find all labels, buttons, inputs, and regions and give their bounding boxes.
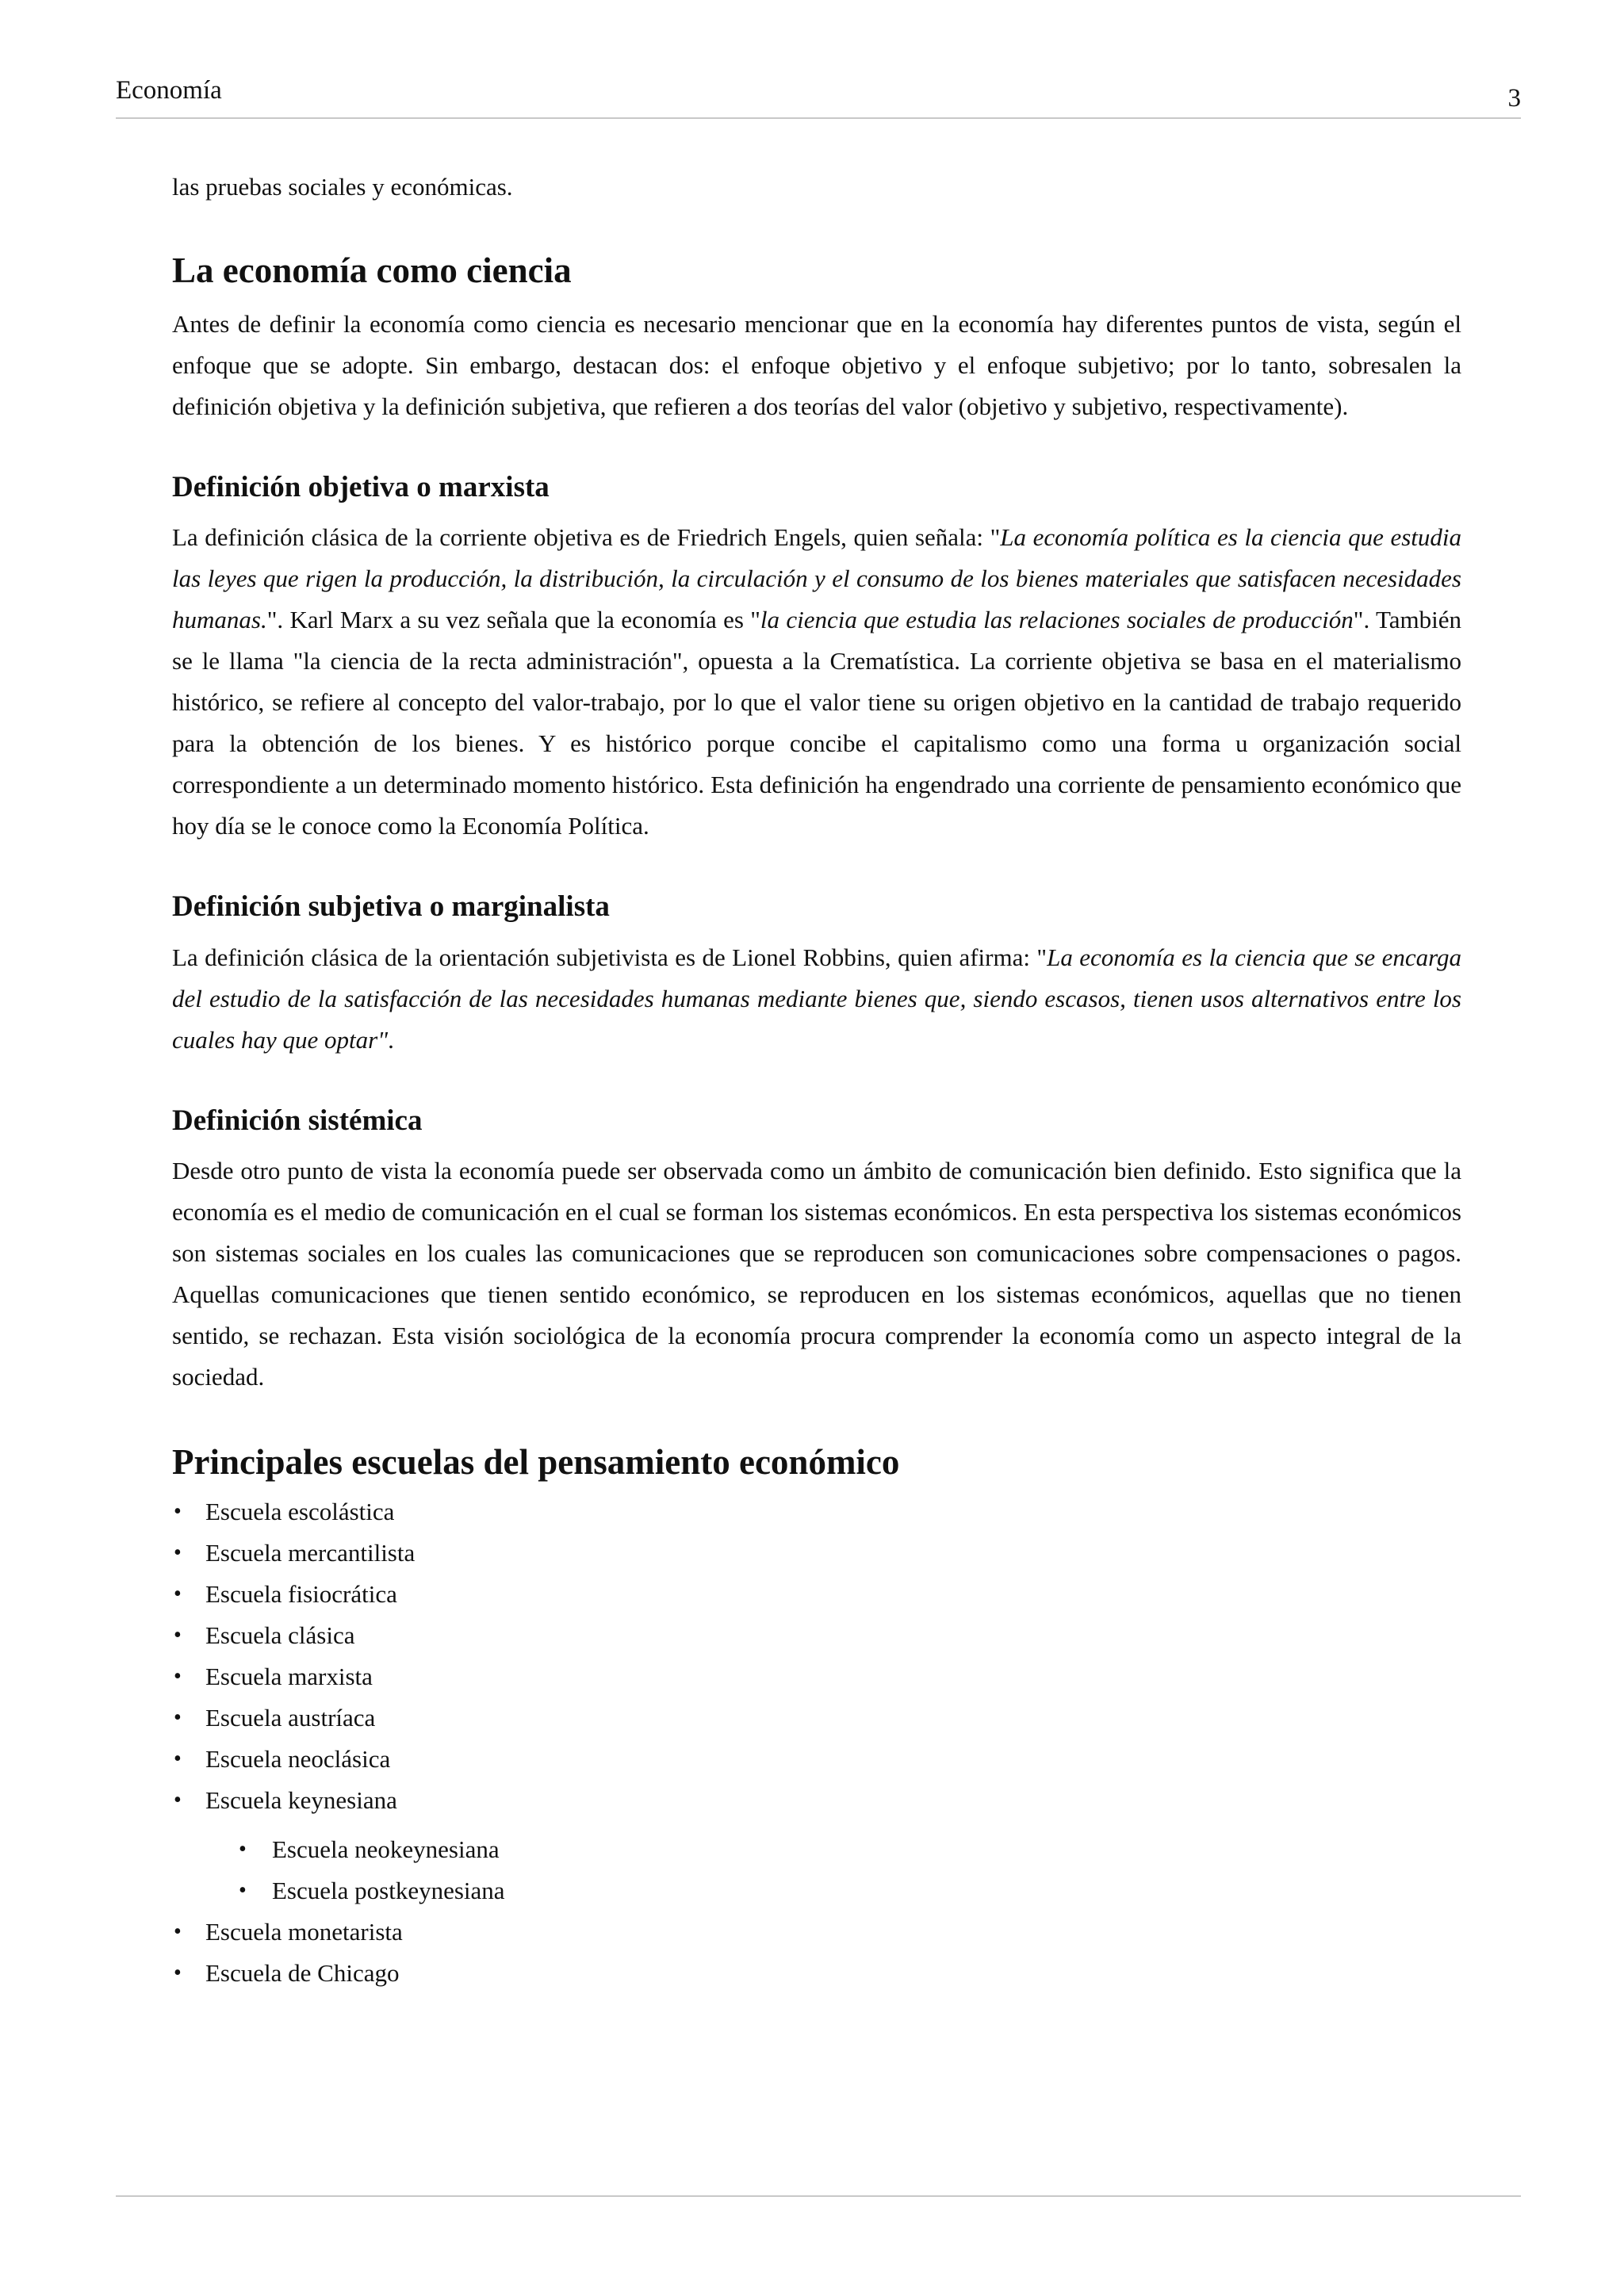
text-segment: ". También se le llama "la ciencia de la recta administración", opuesta a la Crematística. La corriente objetiva se basa en el materialismo histórico, se refiere al concepto del valor-trabajo, por lo que el valor tiene su origen objetivo en la cantidad de trabajo requerido para la obtención de los bienes. Y es histórico porque concibe el capitalismo como una forma u organización social correspondiente a un determinado momento histórico. Esta definición ha engendrado una corriente de pensamiento económico que hoy día se le conoce como la Economía Política.	[172, 606, 1461, 840]
text-segment: La definición clásica de la orientación subjetivista es de Lionel Robbins, quien afirma: "	[172, 943, 1048, 971]
bullet: •	[174, 1747, 182, 1772]
heading-principales-escuelas: Principales escuelas del pensamiento económico	[172, 1442, 900, 1483]
list-item: • Escuela fisiocrática	[172, 1574, 1461, 1615]
heading-definicion-objetiva: Definición objetiva o marxista	[172, 471, 550, 503]
bullet: •	[174, 1499, 182, 1525]
bullet: •	[174, 1540, 182, 1566]
bullet: •	[174, 1623, 182, 1648]
quote-engels: La economía política es la ciencia que estudia las leyes que rigen la producción, la distribución, la circulación y el consumo de los bienes materiales que satisfacen necesidades humanas.	[172, 523, 1461, 634]
page-header	[116, 78, 1521, 119]
text-segment: .	[388, 1025, 394, 1054]
intro-continuation: las pruebas sociales y económicas.	[172, 173, 513, 201]
paragraph-definicion-subjetiva	[172, 937, 1461, 1061]
page-content	[172, 166, 1461, 1994]
list-item: • Escuela escolástica	[172, 1491, 1461, 1533]
text-segment: ". Karl Marx a su vez señala que la economía es "	[266, 606, 760, 634]
list-item: • Escuela clásica	[172, 1615, 1461, 1656]
quote-marx: la ciencia que estudia las relaciones sociales de producción	[760, 606, 1354, 634]
bullet: •	[174, 1919, 182, 1945]
paragraph-definicion-sistemica: Desde otro punto de vista la economía puede ser observada como un ámbito de comunicación bien definido. Esto significa que la economía es el medio de comunicación en el cual se forman los sistemas económicos. En esta perspectiva los sistemas económicos son sistemas sociales en los cuales las comunicaciones que se reproducen son comunicaciones sobre compensaciones o pagos. Aquellas comunicaciones que tienen sentido económico, se reproducen en los sistemas económicos, aquellas que no tienen sentido, se rechazan. Esta visión sociológica de la economía procura comprender la economía como un aspecto integral de la sociedad.	[172, 1157, 1461, 1391]
list-item: • Escuela keynesiana • Escuela neokeynesiana • Escuela postkeynesiana	[172, 1780, 1461, 1911]
list-item: • Escuela postkeynesiana	[205, 1870, 1461, 1911]
schools-list	[172, 1491, 1461, 1994]
paragraph-economia-como-ciencia: Antes de definir la economía como ciencia es necesario mencionar que en la economía hay diferentes puntos de vista, según el enfoque que se adopte. Sin embargo, destacan dos: el enfoque objetivo y el enfoque subjetivo; por lo tanto, sobresalen la definición objetiva y la definición subjetiva, que refieren a dos teorías del valor (objetivo y subjetivo, respectivamente).	[172, 310, 1461, 420]
bullet: •	[174, 1664, 182, 1689]
heading-definicion-subjetiva: Definición subjetiva o marginalista	[172, 890, 610, 924]
list-item: • Escuela neoclásica	[172, 1739, 1461, 1780]
running-title: Economía	[116, 76, 222, 105]
heading-economia-como-ciencia: La economía como ciencia	[172, 251, 572, 290]
list-item: • Escuela neokeynesiana	[205, 1829, 1461, 1870]
bullet: •	[174, 1788, 182, 1813]
bullet: •	[174, 1705, 182, 1731]
page-number: 3	[1507, 84, 1521, 113]
quote-robbins: La economía es la ciencia que se encarga del estudio de la satisfacción de las necesidades humanas mediante bienes que, siendo escasos, tienen usos alternativos entre los cuales hay que optar"	[172, 943, 1461, 1054]
list-item: • Escuela de Chicago	[172, 1953, 1461, 1994]
list-item: • Escuela marxista	[172, 1656, 1461, 1697]
list-item: • Escuela monetarista	[172, 1911, 1461, 1953]
footer-rule	[116, 2195, 1521, 2197]
bullet: •	[174, 1961, 182, 1986]
bullet: •	[239, 1878, 247, 1904]
heading-definicion-sistemica: Definición sistémica	[172, 1104, 423, 1137]
list-item: • Escuela mercantilista	[172, 1533, 1461, 1574]
schools-sublist	[205, 1829, 1461, 1911]
bullet: •	[174, 1582, 182, 1607]
paragraph-definicion-objetiva	[172, 517, 1461, 847]
list-item: • Escuela austríaca	[172, 1697, 1461, 1739]
text-segment: La definición clásica de la corriente objetiva es de Friedrich Engels, quien señala: "	[172, 523, 1001, 552]
bullet: •	[239, 1837, 247, 1862]
